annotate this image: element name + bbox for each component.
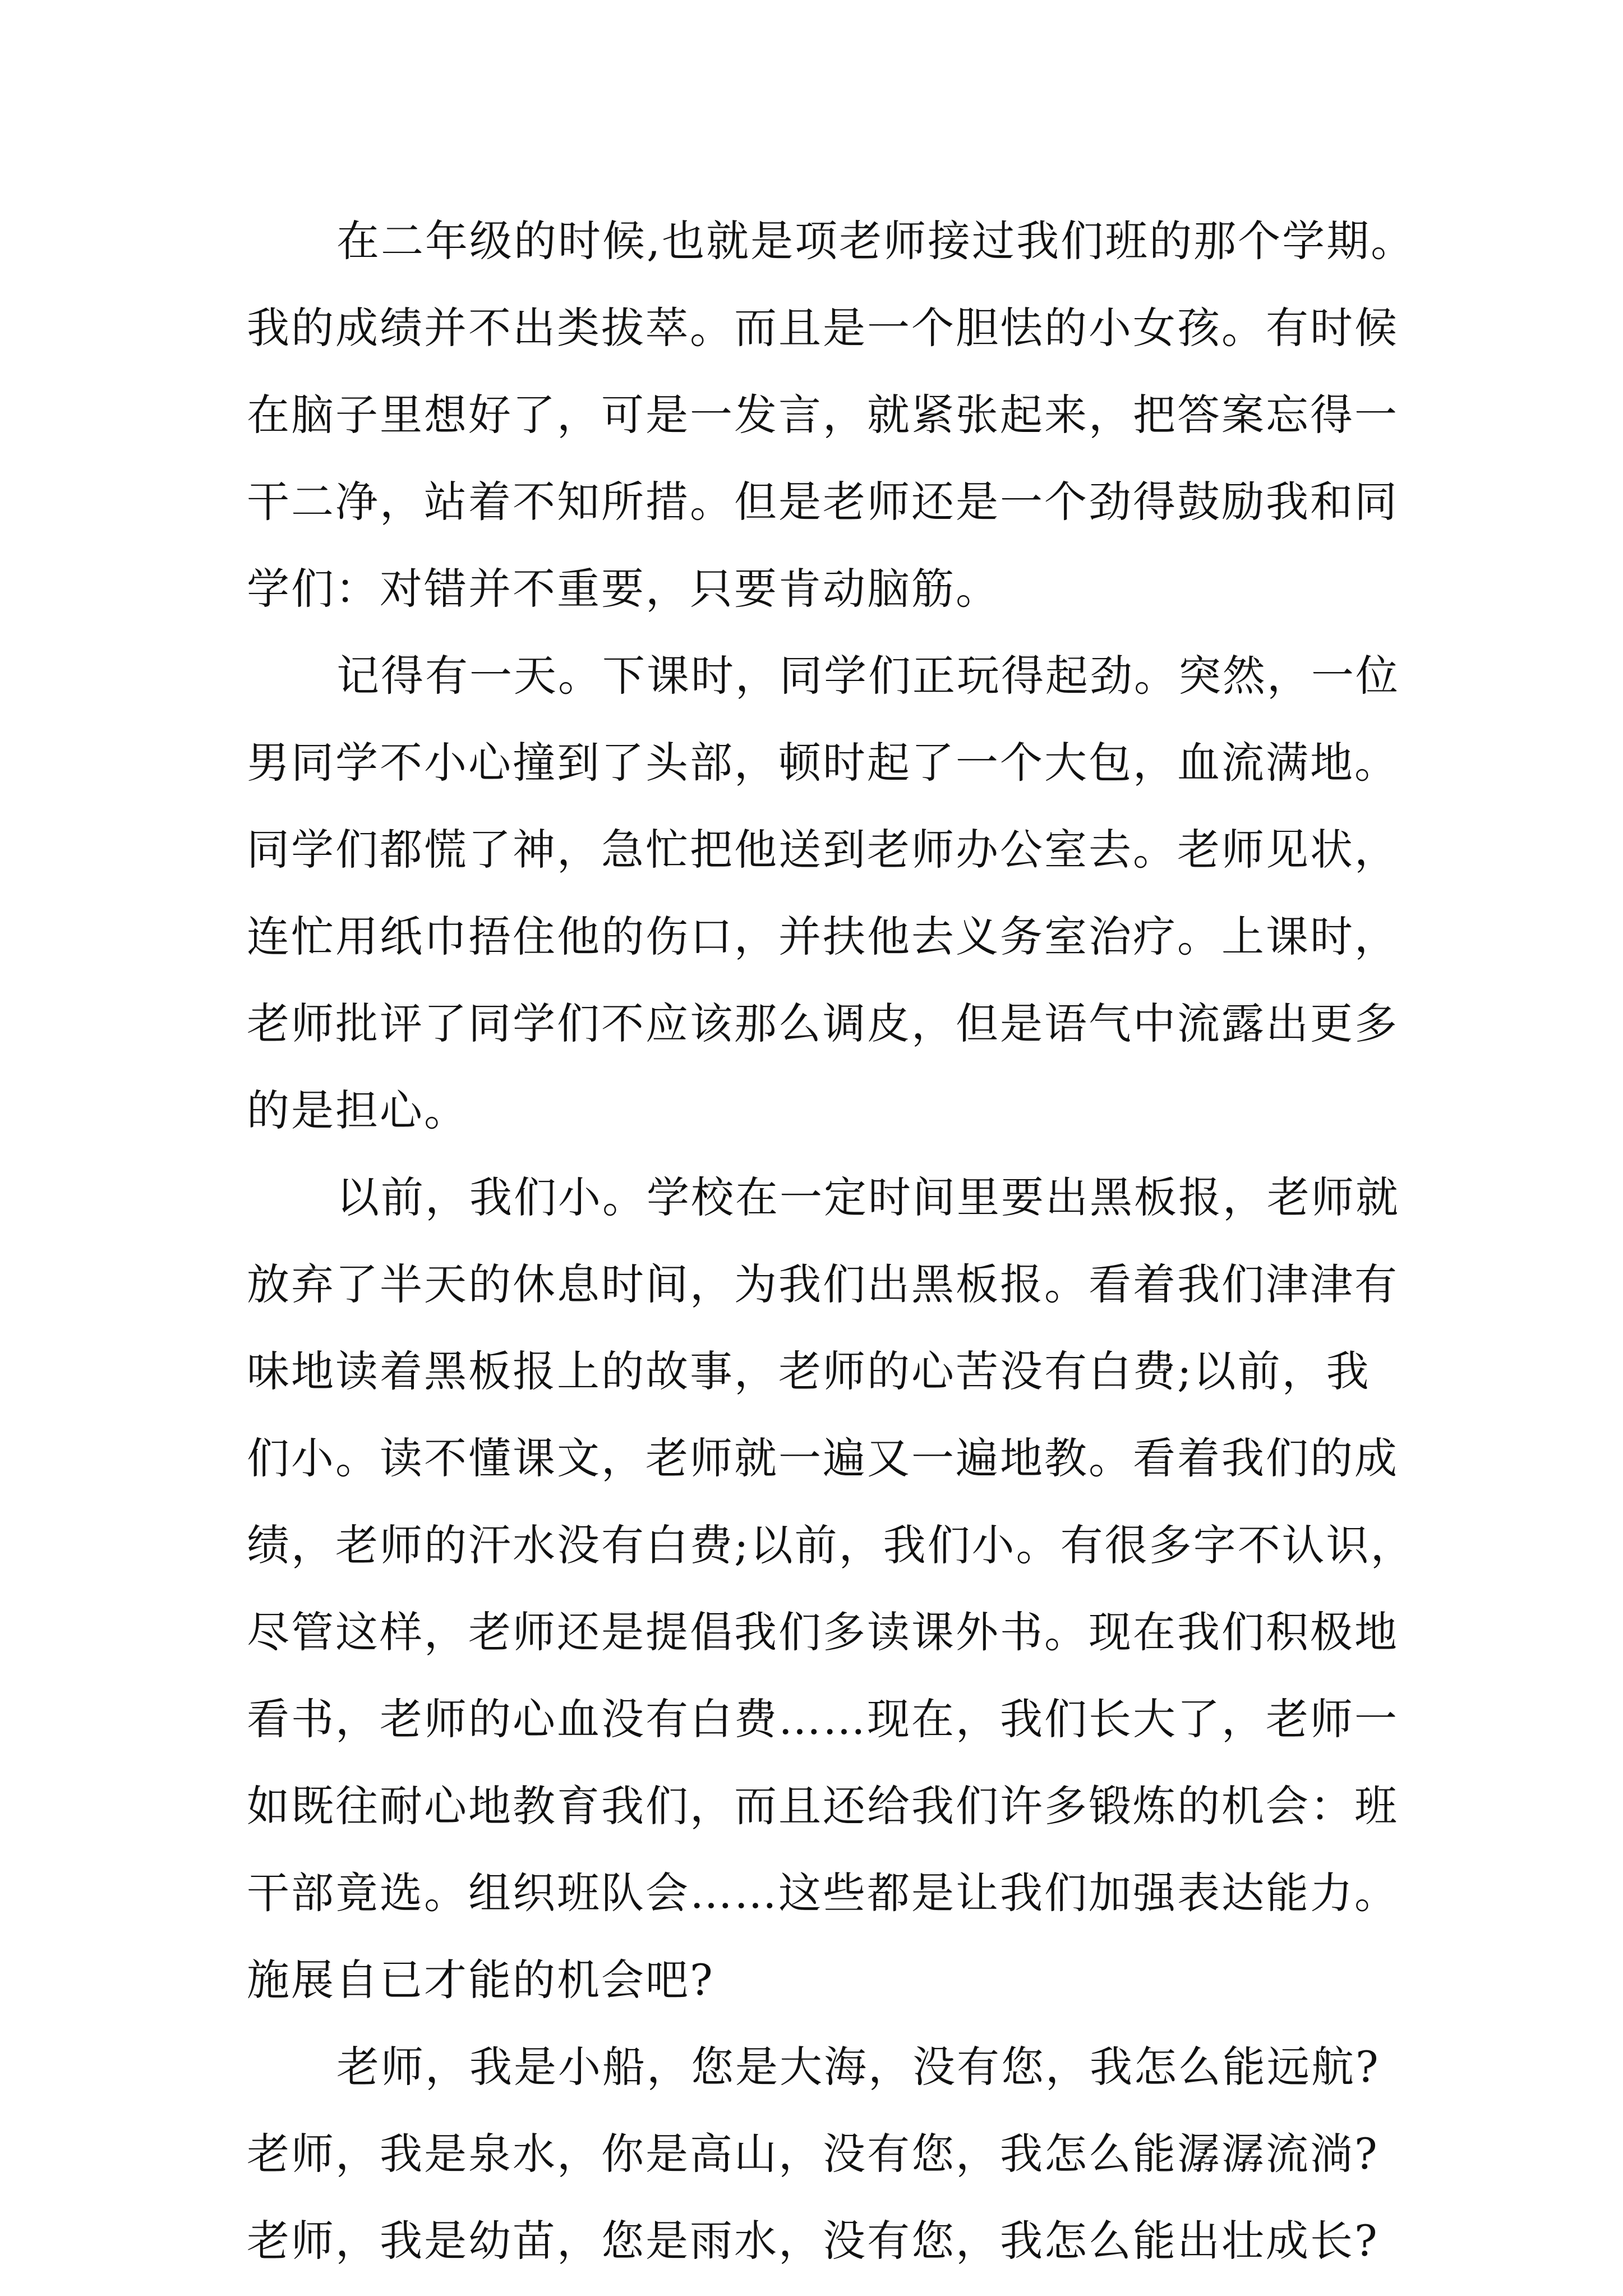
text-line: 记得有一天。下课时，同学们正玩得起劲。突然，一位 [336, 651, 1400, 701]
text-line: 老师批评了同学们不应该那么调皮，但是语气中流露出更多 [247, 999, 1399, 1048]
text-line: 味地读着黑板报上的故事，老师的心苦没有白费;以前，我 [247, 1346, 1371, 1396]
text-line: 连忙用纸巾捂住他的伤口，并扶他去义务室治疗。上课时， [247, 912, 1399, 961]
text-line: 如既往耐心地教育我们，而且还给我们许多锻炼的机会：班 [247, 1781, 1399, 1831]
text-line: 们小。读不懂课文，老师就一遍又一遍地教。看着我们的成 [247, 1433, 1399, 1483]
text-line: 我的成绩并不出类拔萃。而且是一个胆怯的小女孩。有时候 [247, 303, 1399, 353]
text-line: 干部竟选。组织班队会……这些都是让我们加强表达能力。 [247, 1868, 1399, 1918]
text-line: 老师，我是小船，您是大海，没有您，我怎么能远航? [336, 2042, 1380, 2092]
text-line: 学们：对错并不重要，只要肯动脑筋。 [247, 564, 1000, 614]
text-line: 老师，我是幼苗，您是雨水，没有您，我怎么能出壮成长? [247, 2216, 1379, 2266]
text-line: 绩，老师的汗水没有白费;以前，我们小。有很多字不认识， [247, 1520, 1415, 1570]
text-line: 的是担心。 [247, 1085, 468, 1135]
text-line: 在二年级的时候,也就是项老师接过我们班的那个学期。 [336, 216, 1415, 266]
text-line: 以前，我们小。学校在一定时间里要出黑板报，老师就 [336, 1172, 1400, 1222]
text-line: 在脑子里想好了，可是一发言，就紧张起来，把答案忘得一 [247, 390, 1399, 440]
text-line: 干二净，站着不知所措。但是老师还是一个劲得鼓励我和同 [247, 477, 1399, 527]
text-line: 放弃了半天的休息时间，为我们出黑板报。看着我们津津有 [247, 1259, 1399, 1309]
text-line: 同学们都慌了神，急忙把他送到老师办公室去。老师见状， [247, 825, 1399, 875]
text-line: 看书，老师的心血没有白费……现在，我们长大了，老师一 [247, 1694, 1399, 1744]
text-line: 尽管这样，老师还是提倡我们多读课外书。现在我们积极地 [247, 1607, 1399, 1657]
text-line: 老师，我是泉水，你是高山，没有您，我怎么能潺潺流淌? [247, 2129, 1379, 2179]
text-line: 施展自已才能的机会吧? [247, 1955, 714, 2005]
text-line: 男同学不小心撞到了头部，顿时起了一个大包，血流满地。 [247, 738, 1399, 788]
